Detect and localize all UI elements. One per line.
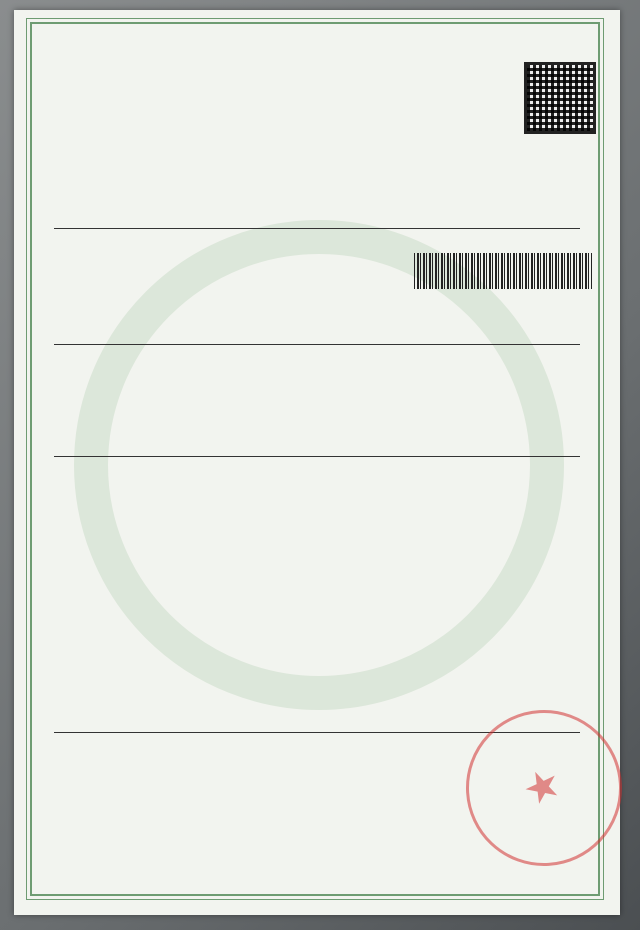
section-divider <box>54 456 580 457</box>
section-divider <box>54 228 580 229</box>
document-sheet <box>14 10 620 915</box>
section-divider <box>54 344 580 345</box>
watermark-ring <box>74 220 564 710</box>
vin-barcode <box>414 253 592 289</box>
qr-code-icon <box>524 62 596 134</box>
star-icon: ★ <box>514 756 570 817</box>
